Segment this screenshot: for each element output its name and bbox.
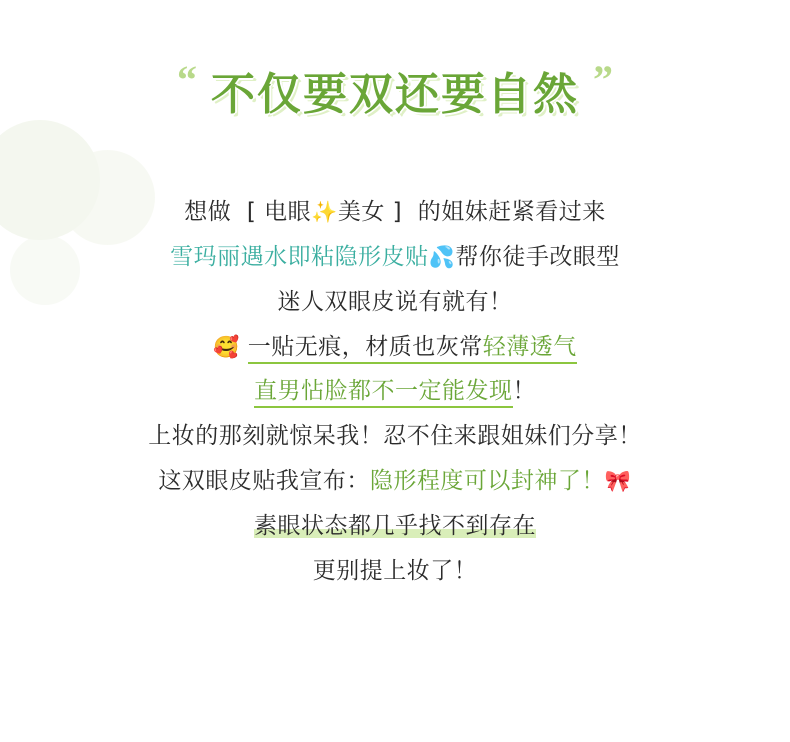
line1-segment-2: 美女 ] 的姐妹赶紧看过来 (337, 199, 606, 225)
line8-text: 素眼状态都几乎找不到存在 (254, 512, 536, 539)
line2-segment-2: 帮你徒手改眼型 (455, 243, 620, 270)
body-line-6: 上妆的那刻就惊呆我！忍不住来跟姐妹们分享！ (148, 423, 642, 450)
line1-segment-1: 想做 [ 电眼 (184, 199, 312, 225)
body-line-1 (0, 190, 790, 235)
line5-segment-1: 直男怗脸都不一定能发现 (254, 378, 513, 408)
line7-segment-2: 隐形程度可以封神了！ (369, 468, 605, 495)
headline-block (0, 58, 790, 122)
water-drops-icon: 💦 (428, 244, 456, 269)
line7-segment-1: 这双眼皮贴我宣布： (158, 468, 370, 495)
line2-segment-1: 雪玛丽遇水即粘隐形皮贴 (170, 243, 429, 270)
line4-segment-1: 一贴无痕，材质也灰常 (248, 334, 483, 364)
line4-segment-2: 轻薄透气 (483, 334, 577, 364)
body-line-8 (0, 504, 790, 549)
line5-segment-2: ！ (512, 378, 536, 405)
body-line-7 (0, 459, 790, 504)
sparkles-icon: ✨ (311, 200, 338, 224)
smiling-face-with-hearts-icon: 🥰 (213, 334, 240, 359)
body-line-2 (0, 235, 790, 280)
headline-text-part1: 不仅要双 (211, 69, 395, 120)
quote-close-icon: ” (593, 57, 613, 102)
body-line-4 (0, 325, 790, 370)
headline-text-part2: 还要自然 (395, 69, 579, 120)
body-line-3: 迷人双眼皮说有就有！ (277, 288, 513, 315)
ribbon-heart-icon: 🎀 (604, 469, 632, 494)
quote-open-icon: “ (177, 57, 197, 102)
body-line-5 (0, 369, 790, 414)
content-container (0, 58, 790, 594)
body-line-9: 更别提上妆了！ (312, 557, 478, 584)
body-copy-block (0, 190, 790, 594)
